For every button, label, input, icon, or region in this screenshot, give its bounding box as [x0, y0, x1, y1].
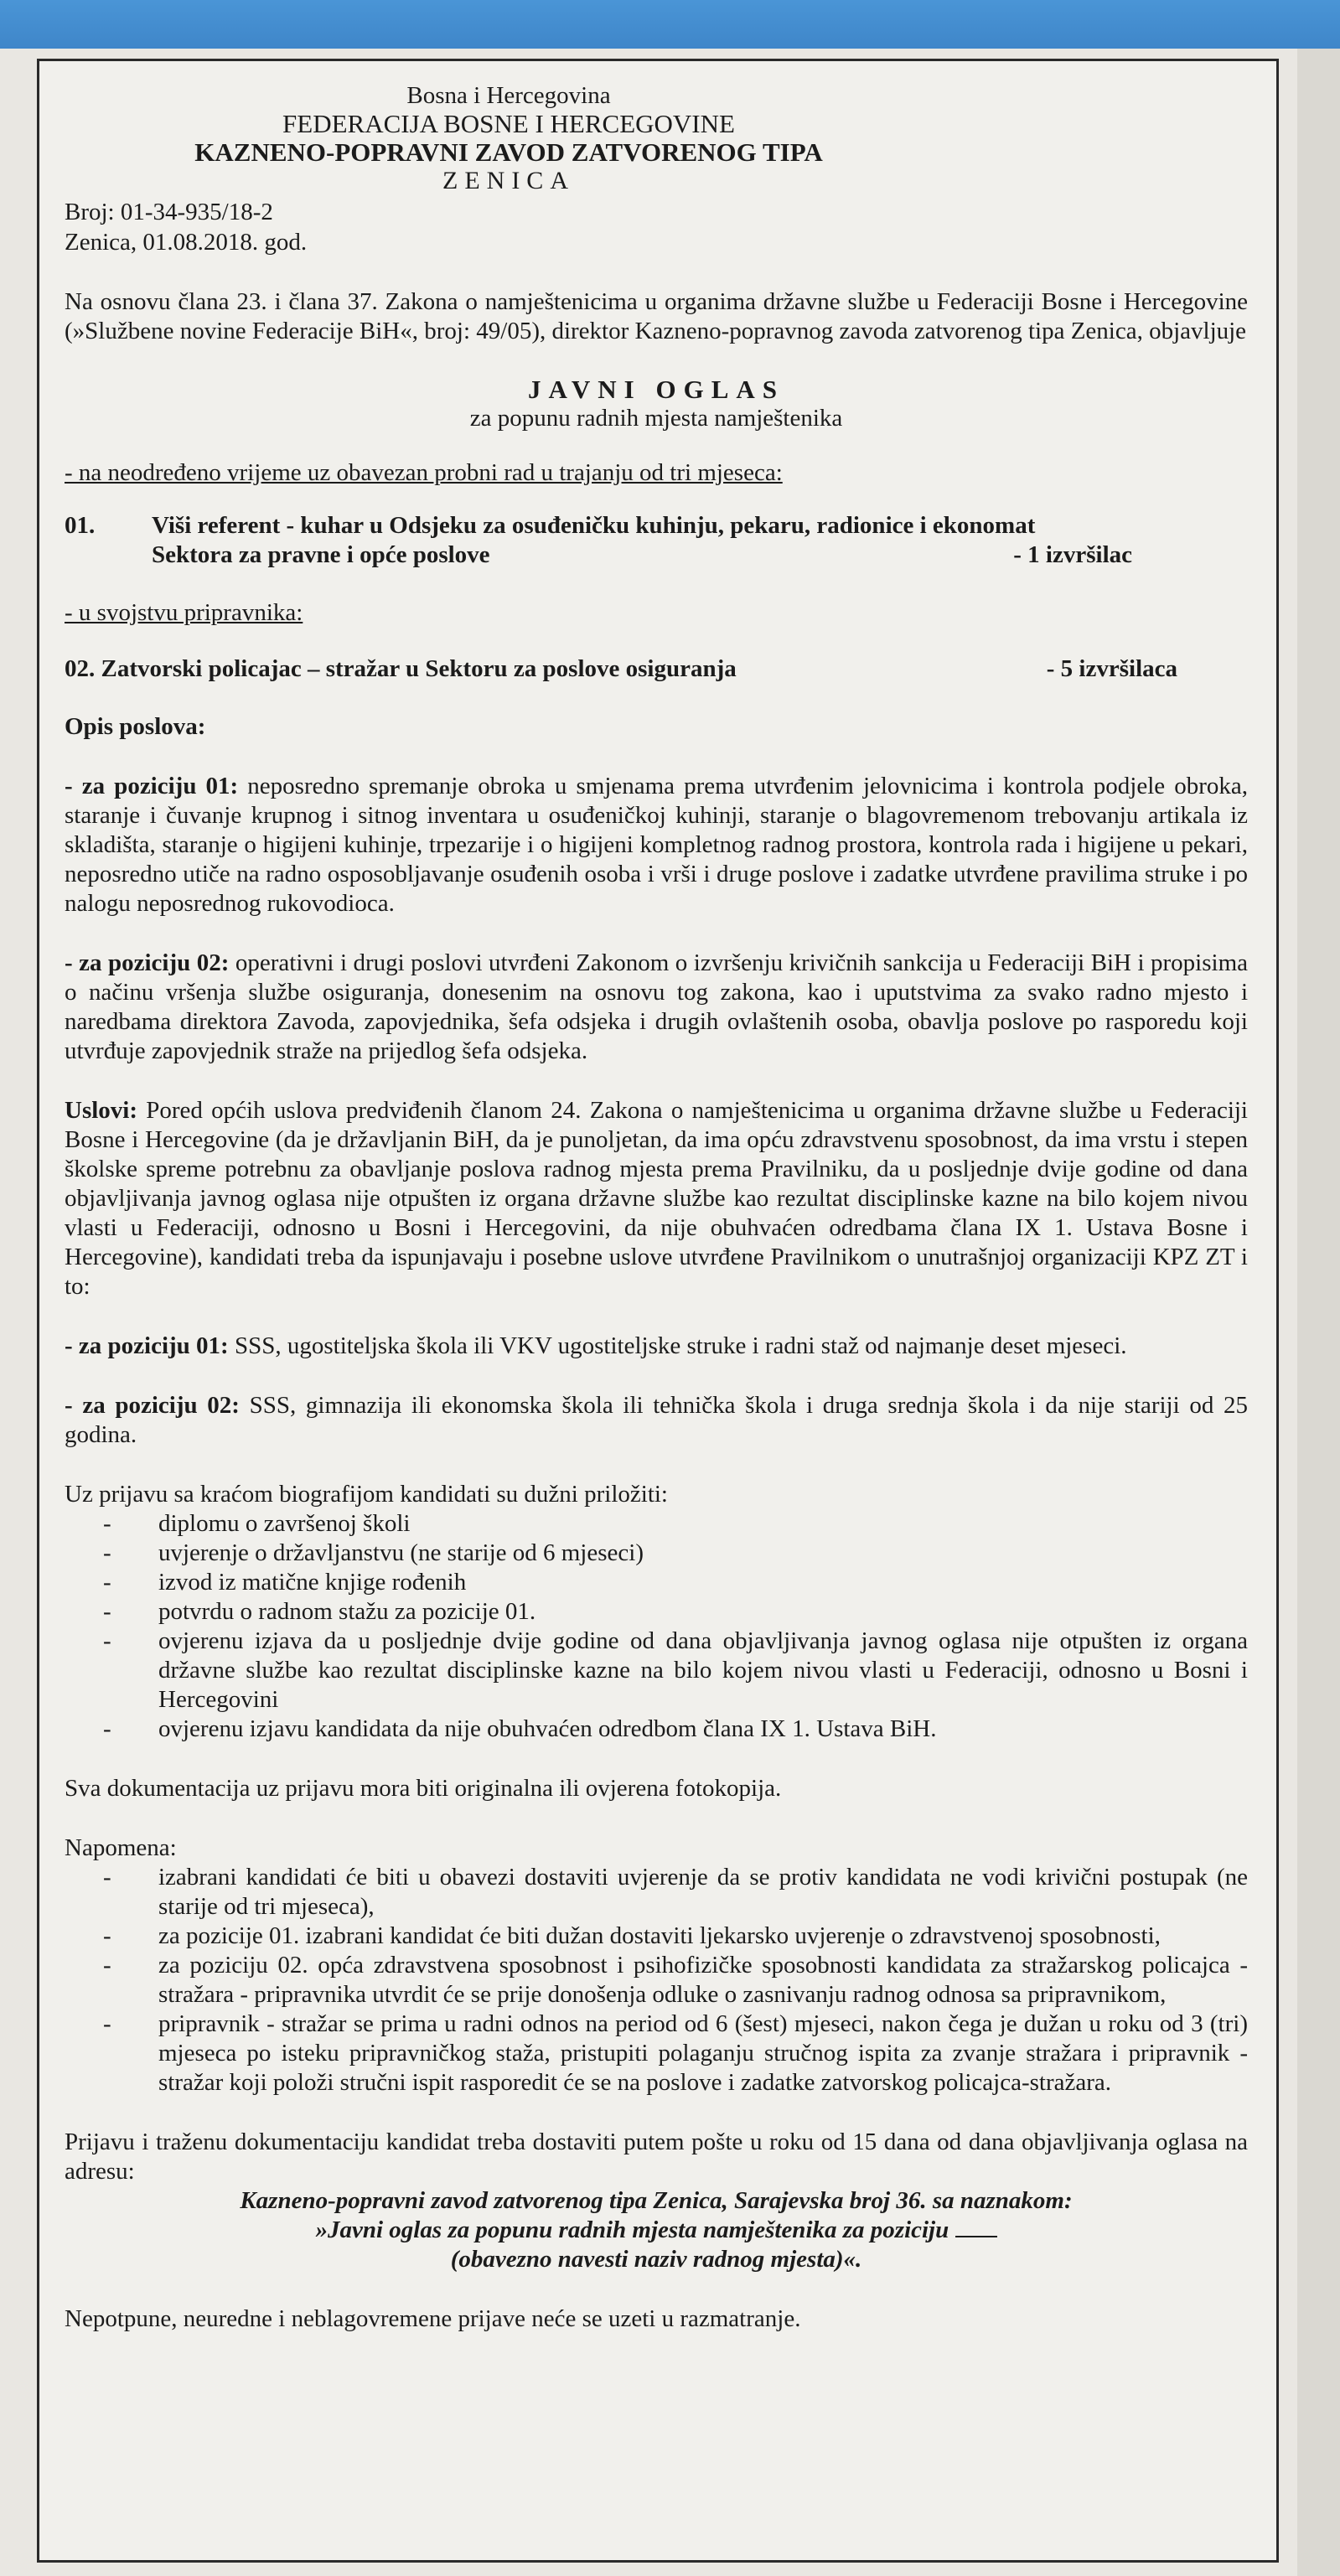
notice-title-sub: za popunu radnih mjesta namještenika	[469, 405, 843, 432]
header-city: ZENICA	[442, 167, 575, 194]
conditions-pos02-label: - za poziciju 02:	[65, 1392, 240, 1419]
top-color-band	[0, 0, 1340, 49]
issue-date: Zenica, 01.08.2018. god.	[65, 229, 308, 256]
position-02	[65, 654, 1248, 684]
header-country: Bosna i Hercegovina	[406, 82, 611, 109]
conditions-paragraph	[65, 1096, 1248, 1301]
duties-position-01	[65, 772, 1248, 918]
address-line-1: Kazneno-popravni zavod zatvorenog tipa Zenica, Sarajevska broj 36. sa naznakom:	[240, 2187, 1073, 2214]
page-margin-strip	[1297, 49, 1340, 2576]
duties-pos02-label: - za poziciju 02:	[65, 949, 230, 976]
documents-list-item: - ovjerenu izjavu kandidata da nije obuhvaćen odredbom člana IX 1. Ustava BiH.	[103, 1715, 1248, 1744]
position-01-line2	[152, 541, 1248, 570]
remarks-list-item: - za poziciju 02. opća zdravstvena sposobnost i psihofizičke sposobnosti kandidata za stražarskog policajca - stražara - pripravnika utvrdit će se prije donošenja odluke o zasnivanju radnog odnosa sa pripravnikom,	[103, 1951, 1248, 2010]
address-line-2	[65, 2216, 1248, 2245]
address-line-2-text: »Javni oglas za popunu radnih mjesta namještenika za poziciju	[315, 2216, 949, 2243]
documents-list-item: - izvod iz matične knjige rođenih	[103, 1568, 1248, 1597]
conditions-text: Pored općih uslova predviđenih članom 24. Zakona o namještenicima u organima državne službe u Federaciji Bosne i Hercegovine (da je državljanin BiH, da je punoljetan, da ima opću zdravstvenu sposobnost, da ima vrstu i stepen školske spreme potrebnu za obavljanje poslova radnog mjesta prema Pravilniku, da u posljednje dvije godine od dana objavljivanja javnog oglasa nije otpušten iz organa državne službe kao rezultat disciplinske kazne na bilo kojem nivou vlasti u Federaciji, odnosno u Bosni i Hercegovini, da nije obuhvaćen odredbama člana IX 1. Ustava Bosne i Hercegovine), kandidati treba da ispunjavaju i posebne uslove utvrđene Pravilnikom o unutrašnjoj organizaciji KPZ ZT i to:	[65, 1097, 1248, 1300]
footer-note: Nepotpune, neuredne i neblagovremene prijave neće se uzeti u razmatranje.	[65, 2305, 801, 2332]
position-01-count: - 1 izvršilac	[1013, 541, 1132, 568]
intro-paragraph: Na osnovu člana 23. i člana 37. Zakona o namještenicima u organima državne službe u Federaciji Bosne i Hercegovine (»Službene novine Federacije BiH«, broj: 49/05), direktor Kazneno-popravnog zavoda zatvorenog tipa Zenica, objavljuje	[65, 288, 1248, 344]
documents-list-item: - potvrdu o radnom stažu za pozicije 01.	[103, 1597, 1248, 1627]
notice-content	[65, 81, 1248, 2334]
conditions-pos01-text: SSS, ugostiteljska škola ili VKV ugostiteljske struke i radni staž od najmanje deset mjeseci.	[228, 1332, 1127, 1359]
duties-pos02-text: operativni i drugi poslovi utvrđeni Zakonom o izvršenju krivičnih sankcija u Federaciji BiH i propisima o načinu vršenja službe osiguranja, donesenim na osnovu tog zakona, kao i uputstvima za svako radno mjesto i naredbama direktora Zavoda, zapovjednika, šefa odsjeka i drugih ovlaštenih osoba, obavlja poslove po rasporedu koji utvrđuje zapovjednik straže na prijedlog šefa odsjeka.	[65, 949, 1248, 1064]
reference-block	[65, 197, 1248, 257]
section-indefinite: - na neodređeno vrijeme uz obavezan probni rad u trajanju od tri mjeseca:	[65, 459, 783, 486]
duties-pos01-text: neposredno spremanje obroka u smjenama prema utvrđenim jelovnicima i kontrola podjele obroka, staranje i čuvanje krupnog i sitnog inventara u osuđeničkoj kuhinji, staranje o blagovremenom trebovanju artikala iz skladišta, staranje o higijeni kuhinje, trpezarije i o higijeni kompletnog radnog prostora, kontrola rada i higijene u pekari, neposredno utiče na radno osposobljavanje osuđenih osoba i vrši i druge poslove i zadatke utvrđene pravilima struke i po nalogu neposrednog rukovodioca.	[65, 773, 1248, 917]
conditions-pos01-label: - za poziciju 01:	[65, 1332, 229, 1359]
submission-paragraph: Prijavu i traženu dokumentaciju kandidat treba dostaviti putem pošte u roku od 15 dana od dana objavljivanja oglasa na adresu:	[65, 2129, 1248, 2185]
duties-pos01-label: - za poziciju 01:	[65, 773, 239, 799]
documents-list-item: - uvjerenje o državljanstvu (ne starije od 6 mjeseci)	[103, 1539, 1248, 1568]
documents-list-item: - ovjerenu izjava da u posljednje dvije godine od dana objavljivanja javnog oglasa nije otpušten iz organa državne službe kao rezultat disciplinske kazne na bilo kojem nivou vlasti u Federaciji, odnosno u Bosni i Hercegovini	[103, 1627, 1248, 1715]
conditions-position-02	[65, 1391, 1248, 1450]
remarks-list-item: - izabrani kandidati će biti u obavezi dostaviti uvjerenje da se protiv kandidata ne vodi krivični postupak (ne starije od tri mjeseca),	[103, 1863, 1248, 1922]
position-02-title: 02. Zatvorski policajac – stražar u Sektoru za poslove osiguranja	[65, 655, 737, 682]
notice-title-main: JAVNI OGLAS	[527, 375, 784, 404]
header-federation: FEDERACIJA BOSNE I HERCEGOVINE	[282, 109, 735, 138]
header-institution: KAZNENO-POPRAVNI ZAVOD ZATVORENOG TIPA	[194, 137, 823, 167]
section-trainee: - u svojstvu pripravnika:	[65, 599, 303, 626]
position-01-body	[152, 511, 1248, 570]
remarks-list-item: - za pozicije 01. izabrani kandidat će biti dužan dostaviti ljekarsko uvjerenje o zdravstvenoj sposobnosti,	[103, 1922, 1248, 1951]
notice-header	[90, 81, 928, 195]
public-notice-frame	[37, 59, 1279, 2563]
conditions-position-01	[65, 1332, 1248, 1361]
documents-intro: Uz prijavu sa kraćom biografijom kandidati su dužni priložiti:	[65, 1481, 668, 1508]
position-01	[65, 511, 1248, 570]
remarks-list	[65, 1863, 1248, 2098]
conditions-label: Uslovi:	[65, 1097, 137, 1124]
conditions-pos02-text: SSS, gimnazija ili ekonomska škola ili tehnička škola i druga srednja škola i da nije stariji od 25 godina.	[65, 1392, 1248, 1448]
remarks-list-item: - pripravnik - stražar se prima u radni odnos na period od 6 (šest) mjeseci, nakon čega je dužan u roku od 3 (tri) mjeseca po isteku pripravničkog staža, pristupiti polaganju stručnog ispita za zvanje stražara i pripravnik - stražar koji položi stručni ispit rasporedit će se na poslove i zadatke zatvorskog policajca-stražara.	[103, 2010, 1248, 2098]
position-01-title: Viši referent - kuhar u Odsjeku za osuđeničku kuhinju, pekaru, radionice i ekonomat	[152, 512, 1036, 539]
documents-note: Sva dokumentacija uz prijavu mora biti originalna ili ovjerena fotokopija.	[65, 1775, 782, 1802]
duties-heading: Opis poslova:	[65, 713, 206, 740]
duties-position-02	[65, 949, 1248, 1066]
position-01-number: 01.	[65, 512, 96, 539]
address-line-3: (obavezno navesti naziv radnog mjesta)«.	[450, 2246, 862, 2273]
remarks-heading: Napomena:	[65, 1834, 177, 1861]
position-02-count: - 5 izvršilaca	[1046, 655, 1177, 682]
reference-number: Broj: 01-34-935/18-2	[65, 199, 273, 225]
submission-address	[65, 2186, 1248, 2274]
documents-list	[65, 1509, 1248, 1744]
position-blank-line	[955, 2217, 997, 2237]
notice-title	[65, 375, 1248, 433]
documents-list-item: - diplomu o završenoj školi	[103, 1509, 1248, 1539]
position-01-sector: Sektora za pravne i opće poslove	[152, 541, 490, 568]
